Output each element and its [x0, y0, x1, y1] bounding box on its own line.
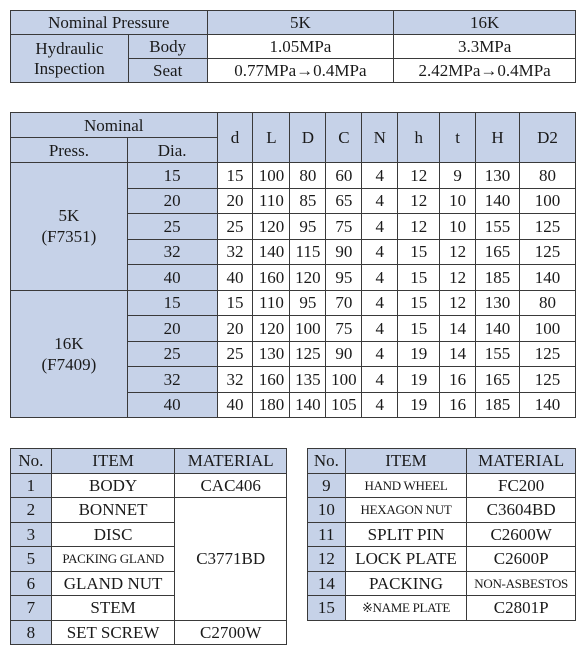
value-cell: 4 [362, 265, 398, 291]
dia-cell: 20 [127, 188, 217, 214]
value-cell: 125 [290, 341, 326, 367]
part-item: BONNET [51, 498, 175, 523]
materials-table-left [10, 448, 287, 645]
part-material: CAC406 [175, 473, 287, 498]
value-cell: 125 [520, 214, 576, 240]
value-cell: 95 [290, 290, 326, 316]
value-cell: 12 [398, 188, 440, 214]
dia-cell: 32 [127, 367, 217, 393]
column-header-h: H [476, 113, 520, 163]
part-number: 10 [308, 498, 346, 523]
column-header-l: L [253, 113, 290, 163]
nominal-header: Nominal [11, 113, 218, 138]
value-cell: 70 [326, 290, 362, 316]
value-cell: 100 [253, 163, 290, 189]
value-cell: 160 [253, 367, 290, 393]
dia-cell: 40 [127, 392, 217, 418]
value-cell: 12 [398, 163, 440, 189]
part-material: C2600W [467, 522, 576, 547]
value-cell: 15 [217, 163, 253, 189]
part-item: GLAND NUT [51, 571, 175, 596]
value-cell: 180 [253, 392, 290, 418]
part-item: SET SCREW [51, 620, 175, 645]
dia-cell: 25 [127, 214, 217, 240]
part-item: PACKING [345, 571, 467, 596]
column-header-n: N [362, 113, 398, 163]
value-cell: 165 [476, 367, 520, 393]
value-cell: 140 [520, 392, 576, 418]
value-cell: 140 [476, 316, 520, 342]
value-cell: 16 [440, 367, 476, 393]
pressure-group-class: 16K [54, 333, 84, 353]
value-cell: 125 [520, 367, 576, 393]
column-header-h: h [398, 113, 440, 163]
value-cell: 155 [476, 214, 520, 240]
dia-cell: 15 [127, 290, 217, 316]
part-item: ※NAME PLATE [345, 596, 467, 621]
value-cell: 100 [520, 188, 576, 214]
value-cell: 110 [253, 290, 290, 316]
value-cell: 95 [326, 265, 362, 291]
value-cell: 25 [217, 214, 253, 240]
dimension-table [10, 112, 576, 418]
pressure-group-class: 5K [58, 206, 80, 225]
value-cell: 135 [290, 367, 326, 393]
column-header-d: d [217, 113, 253, 163]
value-cell: 185 [476, 392, 520, 418]
value-cell: 10 [440, 188, 476, 214]
part-material: C2801P [467, 596, 576, 621]
value-cell: 60 [326, 163, 362, 189]
value-cell: 40 [217, 265, 253, 291]
value-cell: 4 [362, 239, 398, 265]
part-item: SPLIT PIN [345, 522, 467, 547]
value-cell: 4 [362, 316, 398, 342]
material-header: MATERIAL [467, 449, 576, 474]
body-part-label: Body [128, 35, 207, 59]
value-cell: 4 [362, 290, 398, 316]
value-cell: 80 [290, 163, 326, 189]
no-header: No. [308, 449, 346, 474]
value-cell: 15 [398, 316, 440, 342]
pressure-group-label [11, 290, 128, 418]
dia-cell: 20 [127, 316, 217, 342]
value-cell: 95 [290, 214, 326, 240]
part-number: 7 [11, 596, 52, 621]
value-cell: 4 [362, 214, 398, 240]
part-material: C2600P [467, 547, 576, 572]
value-cell: 140 [476, 188, 520, 214]
pressure-5k-header: 5K [207, 11, 394, 35]
value-cell: 100 [520, 316, 576, 342]
value-cell: 140 [253, 239, 290, 265]
hydraulic-inspection-label: Hydraulic Inspection [11, 35, 129, 83]
value-cell: 165 [476, 239, 520, 265]
value-cell: 14 [440, 341, 476, 367]
value-cell: 140 [520, 265, 576, 291]
seat-part-label: Seat [128, 59, 207, 83]
value-cell: 85 [290, 188, 326, 214]
nominal-pressure-header: Nominal Pressure [11, 11, 208, 35]
value-cell: 105 [326, 392, 362, 418]
value-cell: 185 [476, 265, 520, 291]
part-material: FC200 [467, 473, 576, 498]
part-item: DISC [51, 522, 175, 547]
value-cell: 19 [398, 341, 440, 367]
part-number: 12 [308, 547, 346, 572]
body-5k-value: 1.05MPa [207, 35, 394, 59]
value-cell: 19 [398, 392, 440, 418]
value-cell: 9 [440, 163, 476, 189]
value-cell: 130 [476, 163, 520, 189]
value-cell: 90 [326, 341, 362, 367]
part-number: 3 [11, 522, 52, 547]
part-number: 11 [308, 522, 346, 547]
part-number: 1 [11, 473, 52, 498]
part-number: 2 [11, 498, 52, 523]
part-number: 6 [11, 571, 52, 596]
pressure-group-code: (F7409) [41, 354, 97, 374]
pressure-table [10, 10, 576, 83]
value-cell: 115 [290, 239, 326, 265]
value-cell: 12 [398, 214, 440, 240]
dia-cell: 15 [127, 163, 217, 189]
pressure-group-label [11, 163, 128, 291]
value-cell: 16 [440, 392, 476, 418]
value-cell: 12 [440, 239, 476, 265]
part-number: 5 [11, 547, 52, 572]
item-header: ITEM [51, 449, 175, 474]
dia-cell: 32 [127, 239, 217, 265]
value-cell: 25 [217, 341, 253, 367]
dia-cell: 40 [127, 265, 217, 291]
value-cell: 75 [326, 214, 362, 240]
pressure-group-code: (F7351) [41, 227, 97, 247]
value-cell: 75 [326, 316, 362, 342]
value-cell: 125 [520, 239, 576, 265]
value-cell: 65 [326, 188, 362, 214]
column-header-d: D [290, 113, 326, 163]
value-cell: 120 [253, 316, 290, 342]
value-cell: 130 [253, 341, 290, 367]
table-row [11, 290, 576, 316]
value-cell: 90 [326, 239, 362, 265]
part-item: STEM [51, 596, 175, 621]
value-cell: 100 [326, 367, 362, 393]
part-material: C3604BD [467, 498, 576, 523]
part-item: HAND WHEEL [345, 473, 467, 498]
part-item: BODY [51, 473, 175, 498]
part-item: PACKING GLAND [51, 547, 175, 572]
value-cell: 15 [217, 290, 253, 316]
part-material: NON-ASBESTOS [467, 571, 576, 596]
value-cell: 14 [440, 316, 476, 342]
value-cell: 15 [398, 265, 440, 291]
value-cell: 155 [476, 341, 520, 367]
pressure-16k-header: 16K [394, 11, 576, 35]
material-header: MATERIAL [175, 449, 287, 474]
value-cell: 19 [398, 367, 440, 393]
seat-5k-value: 0.77MPa→0.4MPa [207, 59, 394, 83]
value-cell: 130 [476, 290, 520, 316]
value-cell: 4 [362, 341, 398, 367]
dia-cell: 25 [127, 341, 217, 367]
column-header-d2: D2 [520, 113, 576, 163]
value-cell: 15 [398, 239, 440, 265]
value-cell: 120 [253, 214, 290, 240]
value-cell: 12 [440, 265, 476, 291]
value-cell: 110 [253, 188, 290, 214]
part-number: 9 [308, 473, 346, 498]
value-cell: 80 [520, 290, 576, 316]
part-number: 8 [11, 620, 52, 645]
part-number: 15 [308, 596, 346, 621]
seat-16k-value: 2.42MPa→0.4MPa [394, 59, 576, 83]
column-header-c: C [326, 113, 362, 163]
value-cell: 100 [290, 316, 326, 342]
value-cell: 40 [217, 392, 253, 418]
value-cell: 4 [362, 163, 398, 189]
part-material: C2700W [175, 620, 287, 645]
item-header: ITEM [345, 449, 467, 474]
value-cell: 10 [440, 214, 476, 240]
value-cell: 20 [217, 316, 253, 342]
part-item: HEXAGON NUT [345, 498, 467, 523]
materials-table-right [307, 448, 576, 621]
body-16k-value: 3.3MPa [394, 35, 576, 59]
value-cell: 160 [253, 265, 290, 291]
value-cell: 20 [217, 188, 253, 214]
dia-header: Dia. [127, 138, 217, 163]
press-header: Press. [11, 138, 128, 163]
table-row [11, 163, 576, 189]
value-cell: 4 [362, 367, 398, 393]
value-cell: 80 [520, 163, 576, 189]
value-cell: 4 [362, 188, 398, 214]
value-cell: 140 [290, 392, 326, 418]
value-cell: 12 [440, 290, 476, 316]
value-cell: 15 [398, 290, 440, 316]
part-item: LOCK PLATE [345, 547, 467, 572]
value-cell: 32 [217, 239, 253, 265]
part-material: C3771BD [175, 498, 287, 621]
value-cell: 120 [290, 265, 326, 291]
value-cell: 125 [520, 341, 576, 367]
value-cell: 32 [217, 367, 253, 393]
column-header-t: t [440, 113, 476, 163]
part-number: 14 [308, 571, 346, 596]
no-header: No. [11, 449, 52, 474]
value-cell: 4 [362, 392, 398, 418]
